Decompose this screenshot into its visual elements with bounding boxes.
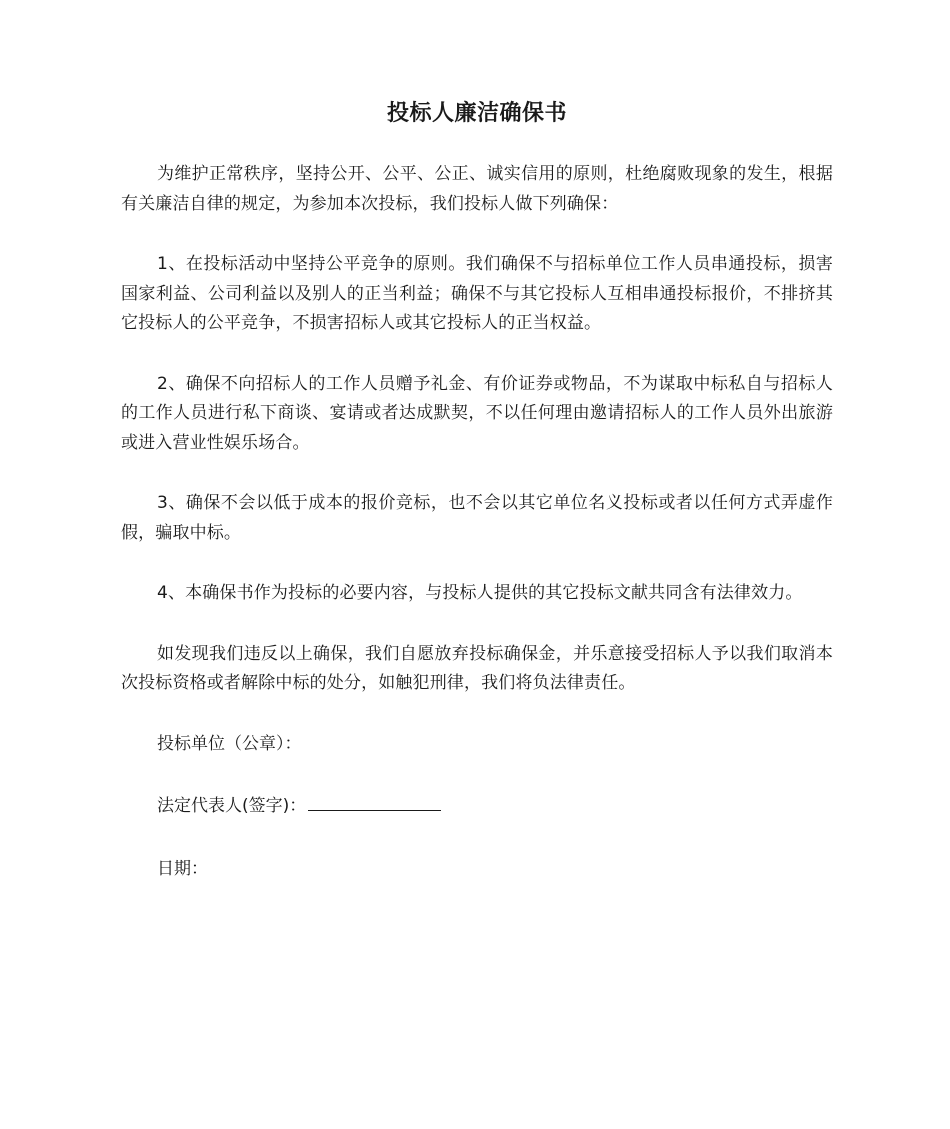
legal-rep-line <box>121 792 833 822</box>
violation-paragraph: 如发现我们违反以上确保，我们自愿放弃投标确保金，并乐意接受招标人予以我们取消本次投标资格或者解除中标的处分，如触犯刑律，我们将负法律责任。 <box>121 643 833 693</box>
intro-paragraph: 为维护正常秩序，坚持公开、公平、公正、诚实信用的原则，杜绝腐败现象的发生，根据有关廉洁自律的规定，为参加本次投标，我们投标人做下列确保： <box>121 164 833 214</box>
date-label: 日期： <box>157 858 208 879</box>
document-title: 投标人廉洁确保书 <box>386 101 567 126</box>
clause-3-paragraph: 3、确保不会以低于成本的报价竞标，也不会以其它单位名义投标或者以任何方式弄虚作假，骗取中标。 <box>121 493 833 543</box>
clause-2-paragraph: 2、确保不向招标人的工作人员赠予礼金、有价证券或物品，不为谋取中标私自与招标人的工作人员进行私下商谈、宴请或者达成默契，不以任何理由邀请招标人的工作人员外出旅游或进入营业性娱乐场合。 <box>121 373 833 453</box>
clause-1-paragraph: 1、在投标活动中坚持公平竞争的原则。我们确保不与招标单位工作人员串通投标，损害国家利益、公司利益以及别人的正当利益；确保不与其它投标人互相串通投标报价，不排挤其它投标人的公平竞争，不损害招标人或其它投标人的正当权益。 <box>121 254 833 333</box>
bidder-unit-line <box>121 730 833 760</box>
date-line <box>121 855 833 885</box>
signature-blank <box>308 792 441 811</box>
document-page <box>121 96 833 917</box>
bidder-unit-label: 投标单位（公章）： <box>157 733 302 754</box>
clause-4-paragraph: 4、本确保书作为投标的必要内容，与投标人提供的其它投标文献共同含有法律效力。 <box>157 583 803 603</box>
legal-rep-label: 法定代表人(签字)： <box>157 796 307 816</box>
